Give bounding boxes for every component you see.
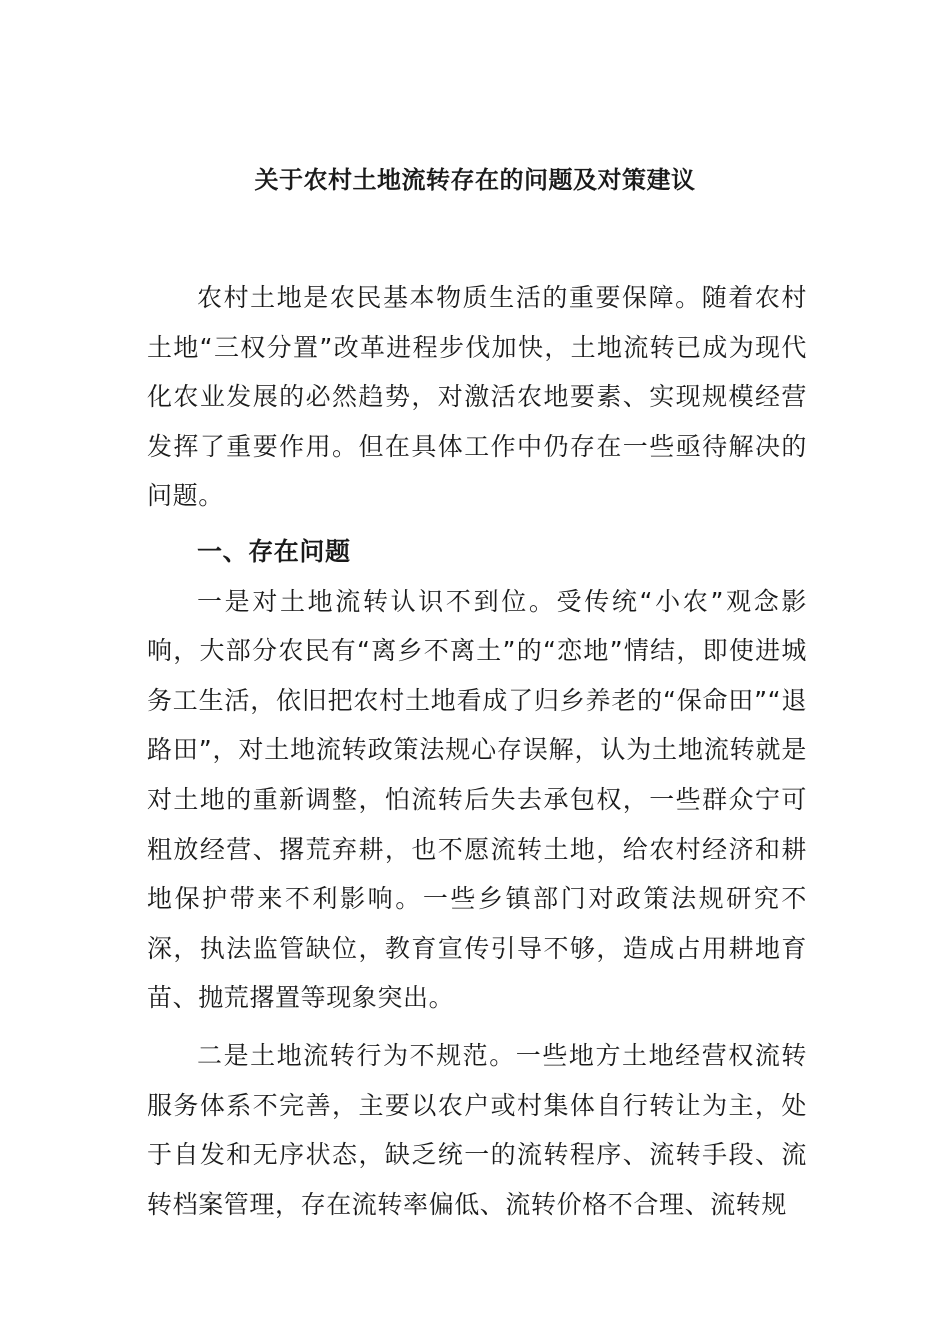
paragraph-gap <box>147 1023 807 1031</box>
document-title: 关于农村土地流转存在的问题及对策建议 <box>254 165 696 194</box>
paragraph-2: 二是土地流转行为不规范。一些地方土地经营权流转服务体系不完善，主要以农户或村集体自行转让为主，处于自发和无序状态，缺乏统一的流转程序、流转手段、流转档案管理，存在流转率偏低、流转价格不合理、流转规 <box>147 1040 807 1219</box>
document-body <box>147 273 807 1229</box>
section-heading: 一、存在问题 <box>197 536 351 566</box>
intro-paragraph: 农村土地是农民基本物质生活的重要保障。随着农村土地“三权分置”改革进程步伐加快，土地流转已成为现代化农业发展的必然趋势，对激活农地要素、实现规模经营发挥了重要作用。但在具体工作中仍存在一些亟待解决的问题。 <box>147 283 807 511</box>
paragraph-1: 一是对土地流转认识不到位。受传统“小农”观念影响，大部分农民有“离乡不离土”的“恋地”情结，即使进城务工生活，依旧把农村土地看成了归乡养老的“保命田”“退路田”，对土地流转政策法规心存误解，认为土地流转就是对土地的重新调整，怕流转后失去承包权，一些群众宁可粗放经营、撂荒弃耕，也不愿流转土地，给农村经济和耕地保护带来不利影响。一些乡镇部门对政策法规研究不深，执法监管缺位，教育宣传引导不够，造成占用耕地育苗、抛荒撂置等现象突出。 <box>147 586 807 1013</box>
